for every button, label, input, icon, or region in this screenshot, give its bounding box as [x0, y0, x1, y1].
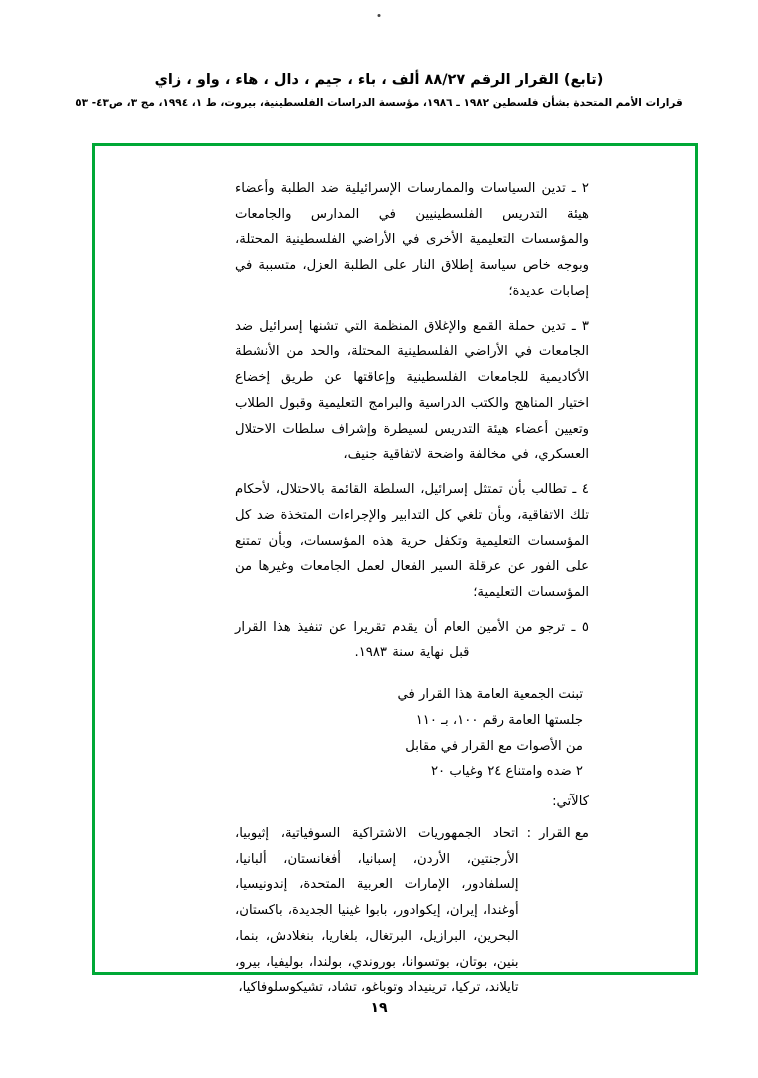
votes-in-favour-label: مع القرار	[539, 825, 589, 841]
header-source-citation: قرارات الأمم المتحدة بشأن فلسطين ١٩٨٢ ـ ١٩٨٦، مؤسسة الدراسات الفلسطينية، بيروت، ط ١، ١٩٩٤، مج ٣، ص٤٣- ٥٣	[75, 96, 683, 109]
paragraph-3: ٣ ـ تدين حملة القمع والإغلاق المنظمة التي تشنها إسرائيل ضد الجامعات في الأراضي الفلسطينية المحتلة، والحد من الأنشطة الأكاديمية للجامعات الفلسطينية وإعاقتها عن طريق إخضاع اختيار المناهج والكتب الدراسية والبرامج التعليمية وقبول الطلاب وتعيين أعضاء هيئة التدريس لسيطرة وإشراف سلطات الاحتلال العسكري، في مخالفة واضحة لاتفاقية جنيف،	[235, 318, 589, 463]
paragraph-5: ٥ ـ ترجو من الأمين العام أن يقدم تقريرا عن تنفيذ هذا القرار قبل نهاية سنة ١٩٨٣.	[235, 619, 589, 661]
vote-line-1: تبنت الجمعية العامة هذا القرار في	[397, 687, 583, 703]
page-number: ١٩	[370, 1000, 388, 1016]
vote-summary	[235, 682, 589, 785]
paragraph-4: ٤ ـ تطالب بأن تمتثل إسرائيل، السلطة القائمة بالاحتلال، لأحكام تلك الاتفاقية، وبأن تلغي كل التدابير والإجراءات المتخذة ضد كل المؤسسات التعليمية وتكفل حرية هذه المؤسسات، وبأن تمتنع على الفور عن عرقلة السير الفعال لعمل الجامعات وغيرها من المؤسسات التعليمية؛	[235, 482, 589, 601]
page-top-dot	[378, 14, 381, 17]
vote-line-2: جلستها العامة رقم ١٠٠، بـ ١١٠	[415, 712, 583, 728]
votes-in-favour-colon: :	[526, 825, 532, 841]
page-header	[0, 70, 758, 109]
paragraph-2: ٢ ـ تدين السياسات والممارسات الإسرائيلية ضد الطلبة وأعضاء هيئة التدريس الفلسطينيين في المدارس والجامعات والمؤسسات التعليمية الأخرى في الأراضي الفلسطينية المحتلة، وبوجه خاص سياسة إطلاق النار على الطلبة العزل، متسببة في إصابات عديدة؛	[235, 181, 589, 299]
header-title: (تابع) القرار الرقم ٨٨/٢٧ ألف ، باء ، جيم ، دال ، هاء ، واو ، زاي	[154, 72, 604, 88]
vote-line-4: ٢ ضده وامتناع ٢٤ وغياب ٢٠	[430, 764, 583, 780]
vote-line-3: من الأصوات مع القرار في مقابل	[405, 738, 583, 754]
content-frame	[92, 143, 698, 996]
as-follows-label: كالآتي:	[552, 794, 589, 810]
votes-in-favour-block	[235, 821, 589, 1001]
votes-in-favour-countries: اتحاد الجمهوريات الاشتراكية السوفياتية، إثيوبيا، الأرجنتين، الأردن، إسبانيا، أفغانستان، ألبانيا، إلسلفادور، الإمارات العربية المتحدة، إندونيسيا، أوغندا، إيران، إيكوادور، بابوا غينيا الجديدة، باكستان، البحرين، البرازيل، البرتغال، بلغاريا، بنغلادش، بنما، بنين، بوتان، بوتسوانا، بوروندي، بولندا، بوليفيا، بيرو، تايلاند، تركيا، ترينيداد وتوباغو، تشاد، تشيكوسلوفاكيا،	[235, 825, 519, 996]
document-body	[235, 176, 589, 1001]
